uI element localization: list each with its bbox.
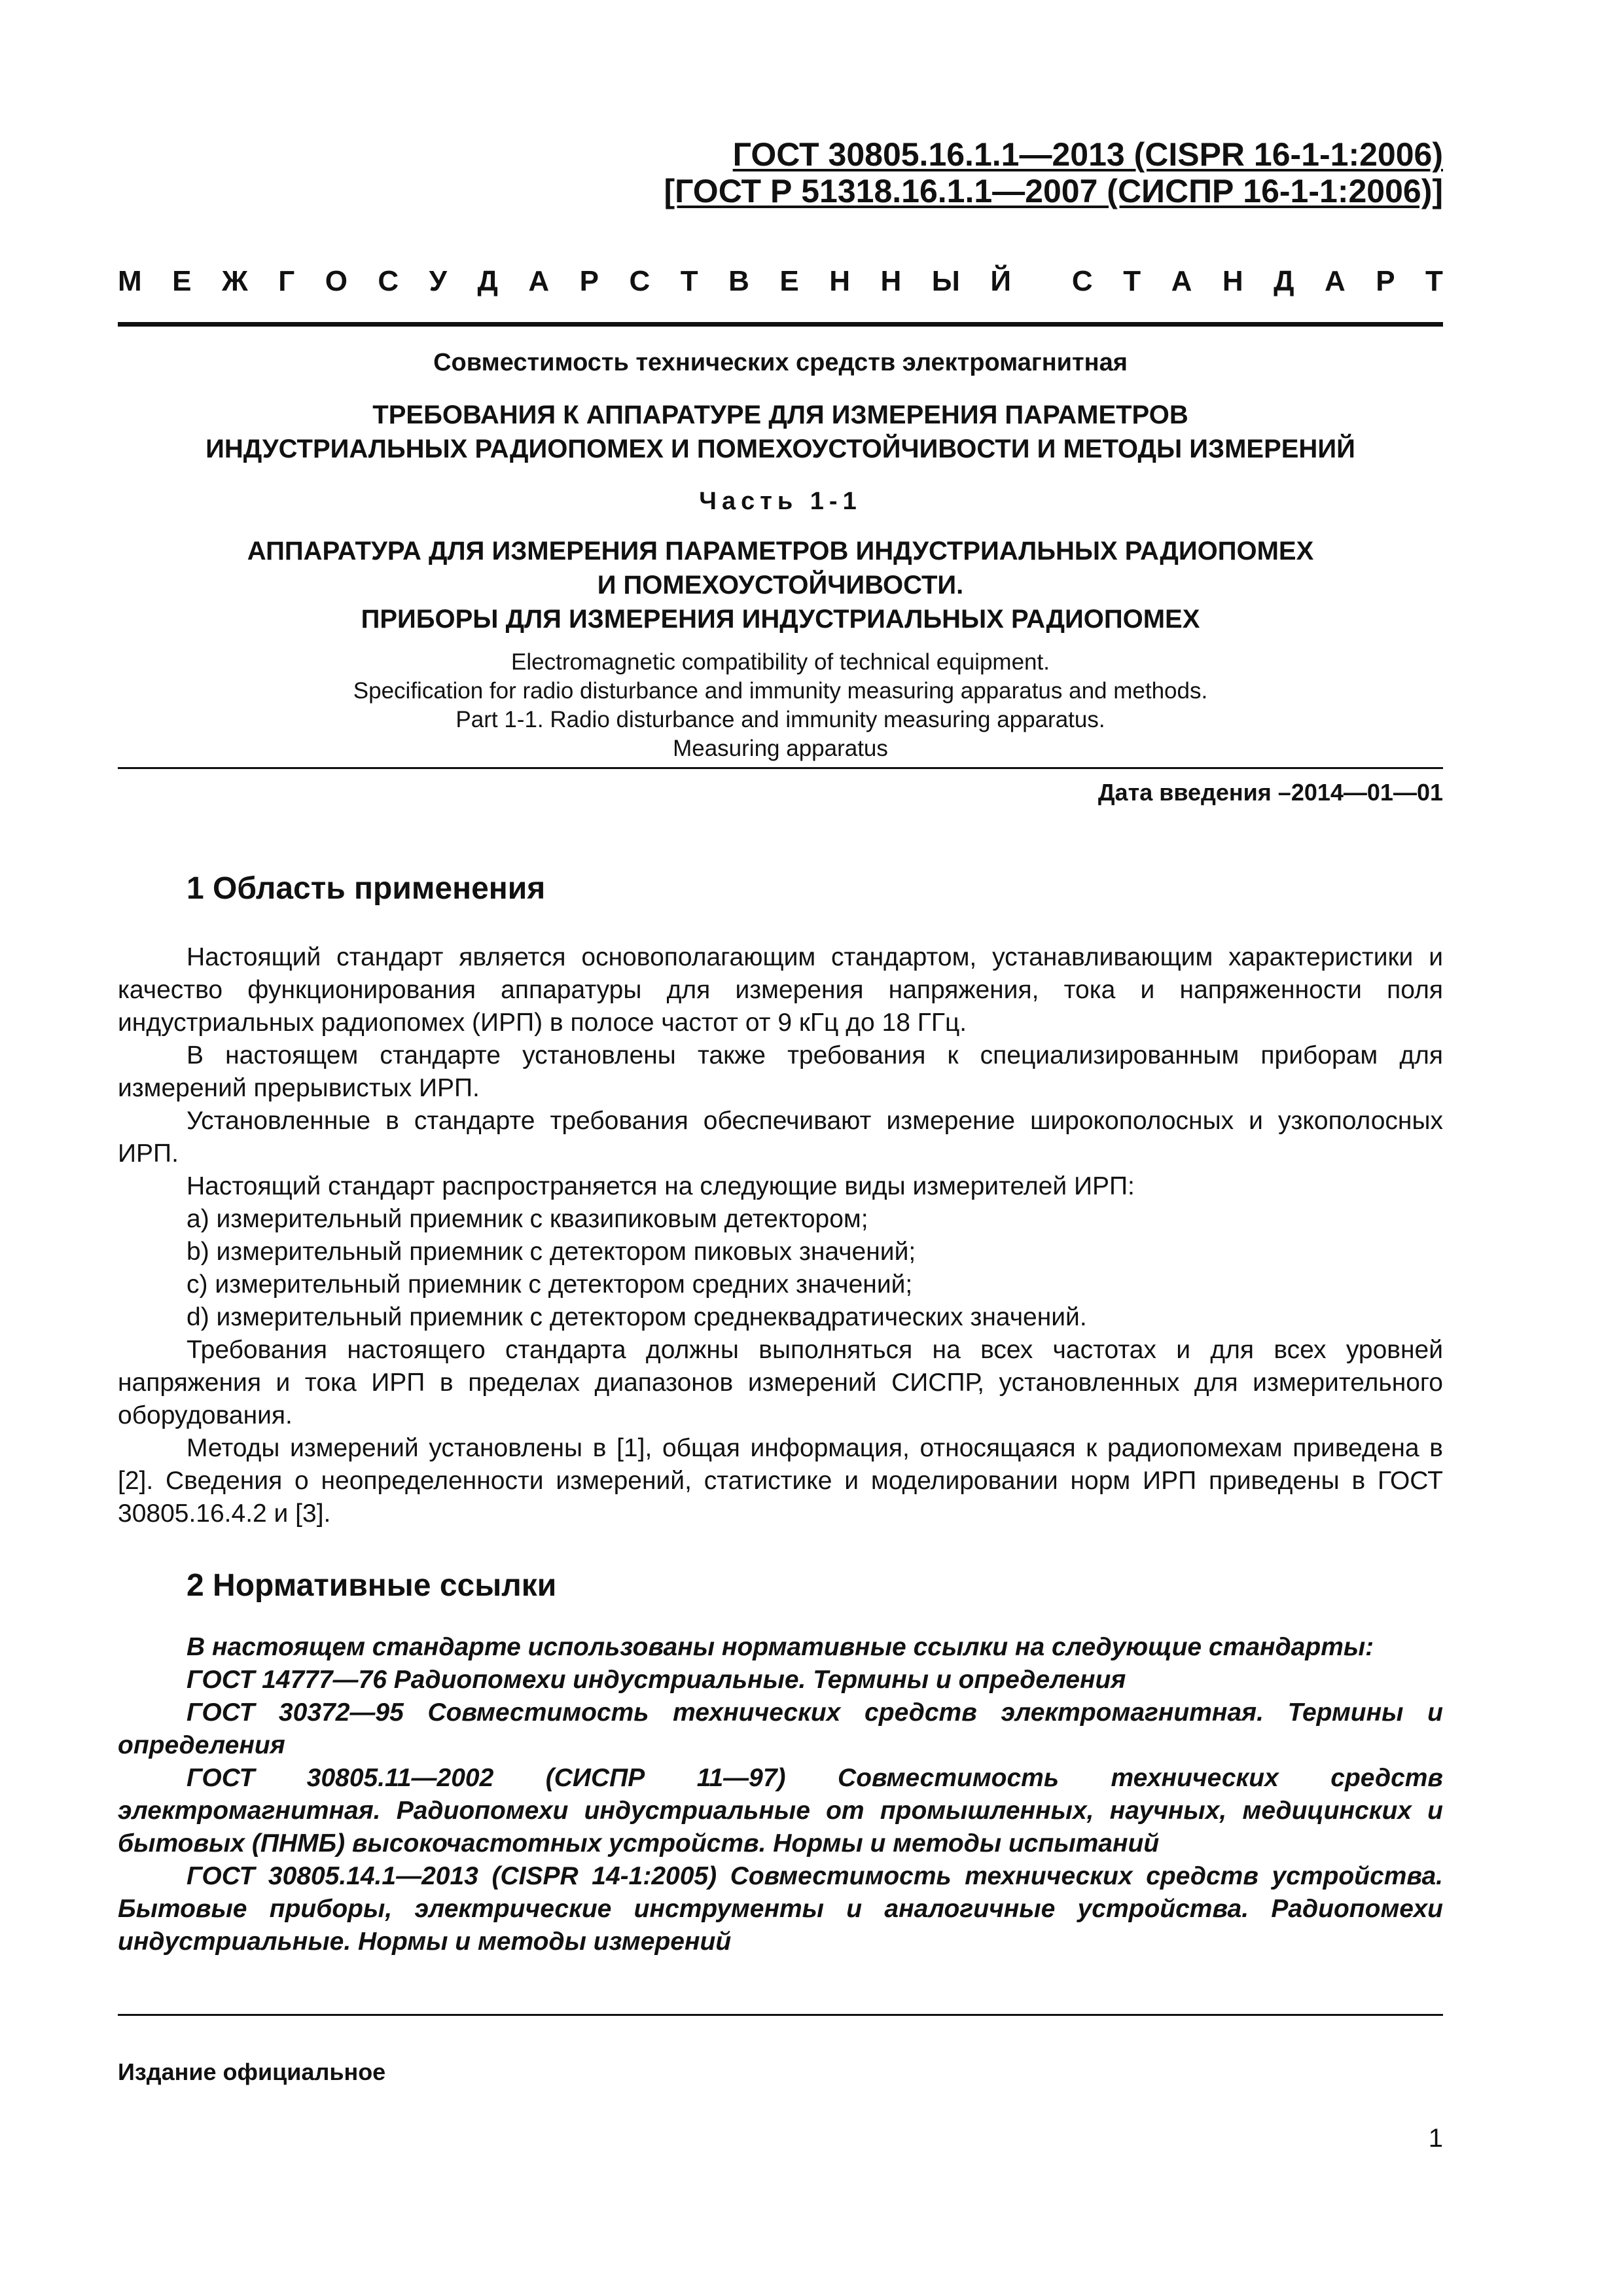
reference-item: ГОСТ 14777—76 Радиопомехи индустриальные. Термины и определения	[187, 1666, 1126, 1694]
banner-letter: Н	[1222, 265, 1243, 297]
footer-divider	[118, 2014, 1443, 2016]
list-item: d) измерительный приемник с детектором среднеквадратических значений.	[187, 1303, 1087, 1331]
paragraph: Настоящий стандарт является основополагающим стандартом, устанавливающим характеристики и качество функционирования аппаратуры для измерения напряжения, тока и напряженности поля индустриальных радиопомех (ИРП) в полосе частот от 9 кГц до 18 ГГц.	[118, 943, 1443, 1037]
banner-letter: Т	[1425, 265, 1443, 297]
banner-letter: Т	[1123, 265, 1141, 297]
banner-divider	[118, 322, 1443, 327]
list-item: a) измерительный приемник с квазипиковым детектором;	[187, 1205, 868, 1233]
banner-letter: Р	[579, 265, 599, 297]
title-subject: Совместимость технических средств электромагнитная	[433, 349, 1128, 376]
interstate-standard-banner	[118, 262, 1443, 301]
banner-letter: Р	[1376, 265, 1395, 297]
list-item: b) измерительный приемник с детектором пиковых значений;	[187, 1238, 916, 1266]
title-english-line-3: Part 1-1. Radio disturbance and immunity measuring apparatus.	[455, 707, 1105, 732]
section-2-title: 2 Нормативные ссылки	[187, 1568, 557, 1603]
title-block	[118, 347, 1443, 763]
banner-letter: Ы	[931, 265, 960, 297]
reference-intro: В настоящем стандарте использованы нормативные ссылки на следующие стандарты:	[187, 1633, 1374, 1661]
title-part: Часть 1-1	[699, 488, 862, 515]
section-1-body	[118, 941, 1443, 1530]
paragraph: Установленные в стандарте требования обеспечивают измерение широкополосных и узкополосных ИРП.	[118, 1107, 1443, 1168]
banner-letter: В	[728, 265, 749, 297]
banner-letter: С	[629, 265, 651, 297]
banner-letter: А	[1324, 265, 1346, 297]
title-divider	[118, 767, 1443, 769]
reference-item: ГОСТ 30805.14.1—2013 (CISPR 14-1:2005) Совместимость технических средств устройства. Бытовые приборы, электрические инструменты и аналогичные устройства. Радиопомехи индустриальные. Нормы и методы измерений	[118, 1862, 1443, 1956]
title-part-line-3: ПРИБОРЫ ДЛЯ ИЗМЕРЕНИЯ ИНДУСТРИАЛЬНЫХ РАДИОПОМЕХ	[361, 605, 1200, 634]
paragraph: Методы измерений установлены в [1], общая информация, относящаяся к радиопомехам приведена в [2]. Сведения о неопределенности измерений, статистике и моделировании норм ИРП приведены в ГОСТ 30805.16.4.2 и [3].	[118, 1434, 1443, 1528]
banner-letter: Т	[680, 265, 698, 297]
banner-letter: О	[325, 265, 348, 297]
paragraph: В настоящем стандарте установлены также требования к специализированным приборам для измерений прерывистых ИРП.	[118, 1041, 1443, 1102]
section-2-body	[118, 1631, 1443, 1958]
designation-line-1: ГОСТ 30805.16.1.1—2013 (CISPR 16-1-1:2006)	[732, 136, 1443, 173]
title-english-line-2: Specification for radio disturbance and immunity measuring apparatus and methods.	[353, 678, 1208, 704]
banner-letter: У	[429, 265, 448, 297]
banner-letter: С	[378, 265, 399, 297]
banner-letter: Д	[477, 265, 498, 297]
standard-designation	[664, 136, 1443, 209]
section-1-title: 1 Область применения	[187, 871, 546, 906]
reference-item: ГОСТ 30372—95 Совместимость технических средств электромагнитная. Термины и определения	[118, 1698, 1443, 1759]
edition-label: Издание официальное	[118, 2058, 386, 2085]
banner-letter: Ж	[221, 265, 248, 297]
banner-letter: Г	[278, 265, 295, 297]
paragraph: Настоящий стандарт распространяется на следующие виды измерителей ИРП:	[187, 1172, 1135, 1200]
reference-item: ГОСТ 30805.11—2002 (СИСПР 11—97) Совместимость технических средств электромагнитная. Радиопомехи индустриальные от промышленных, научных, медицинских и бытовых (ПНМБ) высокочастотных устройств. Нормы и методы испытаний	[118, 1764, 1443, 1857]
banner-letter: А	[528, 265, 550, 297]
banner-letter: Д	[1274, 265, 1294, 297]
title-part-line-2: И ПОМЕХОУСТОЙЧИВОСТИ.	[597, 571, 964, 600]
banner-letter: С	[1071, 265, 1093, 297]
title-english-line-1: Electromagnetic compatibility of technical equipment.	[511, 649, 1050, 675]
banner-letter: Н	[880, 265, 902, 297]
title-english	[118, 648, 1443, 763]
title-english-line-4: Measuring apparatus	[673, 736, 888, 761]
designation-line-2: [ГОСТ Р 51318.16.1.1—2007 (СИСПР 16-1-1:2006)]	[664, 173, 1443, 209]
list-item: c) измерительный приемник с детектором средних значений;	[187, 1270, 913, 1299]
banner-letter: Е	[172, 265, 192, 297]
introduction-date: Дата введения –2014—01—01	[1097, 779, 1443, 806]
title-main-line-1: ТРЕБОВАНИЯ К АППАРАТУРЕ ДЛЯ ИЗМЕРЕНИЯ ПАРАМЕТРОВ	[372, 401, 1188, 429]
title-main-line-2: ИНДУСТРИАЛЬНЫХ РАДИОПОМЕХ И ПОМЕХОУСТОЙЧИВОСТИ И МЕТОДЫ ИЗМЕРЕНИЙ	[205, 435, 1355, 463]
banner-letter: Е	[779, 265, 799, 297]
banner-letter: А	[1171, 265, 1192, 297]
banner-letter: Й	[990, 265, 1011, 297]
banner-letter: М	[118, 265, 142, 297]
page-number: 1	[1428, 2124, 1443, 2153]
paragraph: Требования настоящего стандарта должны выполняться на всех частотах и для всех уровней напряжения и тока ИРП в пределах диапазонов измерений СИСПР, установленных для измерительного оборудования.	[118, 1336, 1443, 1429]
title-part-line-1: АППАРАТУРА ДЛЯ ИЗМЕРЕНИЯ ПАРАМЕТРОВ ИНДУСТРИАЛЬНЫХ РАДИОПОМЕХ	[247, 537, 1314, 565]
banner-letter: Н	[829, 265, 851, 297]
